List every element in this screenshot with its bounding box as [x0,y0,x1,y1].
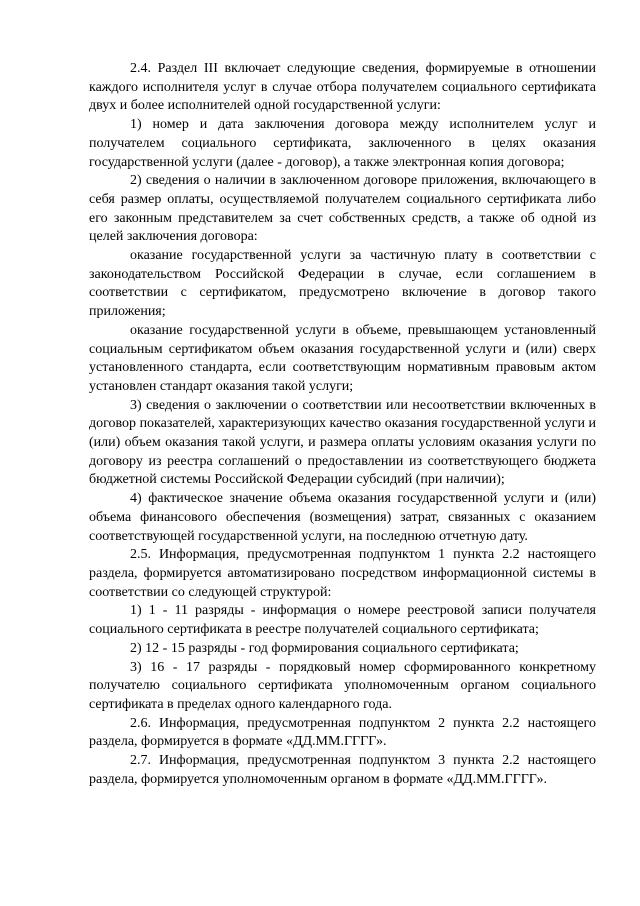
paragraph-2-4-item-4: 4) фактическое значение объема оказания государственной услуги и (или) объема финансового обеспечения (возмещения) затрат, связанных с оказанием соответствующей государственной услуги, на последнюю отчетную дату. [89,491,596,544]
paragraph-2-4-item-2-purpose-b: оказание государственной услуги в объеме, превышающем установленный социальным сертификатом объем оказания государственной услуги и (или) сверх установленного стандарта, если соответствующим нормативным правовым актом установлен стандарт оказания такой услуги; [89,322,596,394]
paragraph-2-7: 2.7. Информация, предусмотренная подпунктом 3 пункта 2.2 настоящего раздела, формируется уполномоченным органом в формате «ДД.ММ.ГГГГ». [89,753,596,787]
document-page [89,60,596,789]
paragraph-2-5-item-3: 3) 16 - 17 разряды - порядковый номер сформированного конкретному получателю социального сертификата уполномоченным органом социального сертификата в пределах одного календарного года. [89,659,596,712]
paragraph-2-4-item-2: 2) сведения о наличии в заключенном договоре приложения, включающего в себя размер оплаты, осуществляемой получателем социального сертификата либо его законным представителем за счет собственных средств, а также об одной из целей заключения договора: [89,173,596,245]
paragraph-2-4-item-2-purpose-a: оказание государственной услуги за частичную плату в соответствии с законодательством Российской Федерации в случае, если соглашением в соответствии с сертификатом, предусмотрено включение в договор такого приложения; [89,248,596,320]
paragraph-2-6: 2.6. Информация, предусмотренная подпунктом 2 пункта 2.2 настоящего раздела, формируется в формате «ДД.ММ.ГГГГ». [89,715,596,750]
paragraph-2-5-item-1: 1) 1 - 11 разряды - информация о номере реестровой записи получателя социального сертификата в реестре получателей социального сертификата; [89,603,596,638]
paragraph-2-4: 2.4. Раздел III включает следующие сведения, формируемые в отношении каждого исполнителя услуг в случае отбора получателем социального сертификата двух и более исполнителей одной государственной услуги: [89,61,596,114]
paragraph-2-4-item-1: 1) номер и дата заключения договора между исполнителем услуг и получателем социального сертификата, заключенного в целях оказания государственной услуги (далее - договор), а также электронная копия договора; [89,117,596,170]
paragraph-2-5-item-2: 2) 12 - 15 разряды - год формирования социального сертификата; [130,640,519,656]
paragraph-2-5: 2.5. Информация, предусмотренная подпунктом 1 пункта 2.2 настоящего раздела, формируется автоматизировано посредством информационной системы в соответствии со следующей структурой: [89,547,596,600]
paragraph-2-4-item-3: 3) сведения о заключении о соответствии или несоответствии включенных в договор показателей, характеризующих качество оказания государственной услуги и (или) объем оказания такой услуги, и размера оплаты условиям оказания услуги по договору из реестра соглашений о предоставлении из соответствующего бюджета бюджетной системы Российской Федерации субсидий (при наличии); [89,397,596,488]
